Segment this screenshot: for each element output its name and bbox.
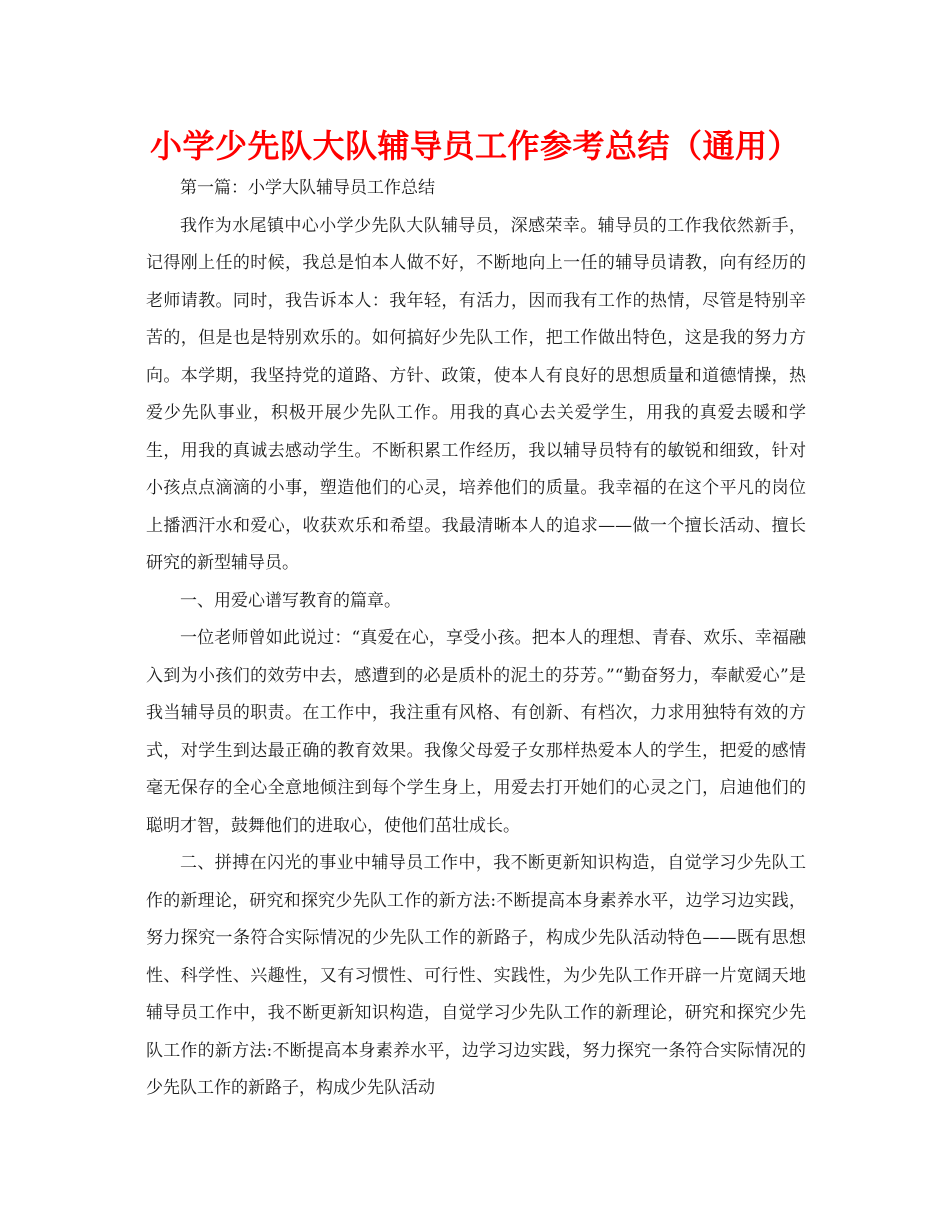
paragraph-love: 一位老师曾如此说过：“真爱在心，享受小孩。把本人的理想、青春、欢乐、幸福融入到为小孩们的效劳中去，感遭到的必是质朴的泥土的芬芳。”“勤奋努力，奉献爱心”是我当辅导员的职责。在工作中，我注重有风格、有创新、有档次，力求用独特有效的方式，对学生到达最正确的教育效果。我像父母爱子女那样热爱本人的学生，把爱的感情毫无保存的全心全意地倾注到每个学生身上，用爱去打开她们的心灵之门，启迪他们的聪明才智，鼓舞他们的进取心，使他们茁壮成长。 [146,628,806,836]
section-heading: 第一篇：小学大队辅导员工作总结 [180,178,435,198]
document-title: 小学少先队大队辅导员工作参考总结（通用） [149,127,800,165]
document-body [146,170,806,1108]
paragraph-intro: 我作为水尾镇中心小学少先队大队辅导员，深感荣幸。辅导员的工作我依然新手，记得刚上任的时候，我总是怕本人做不好，不断地向上一任的辅导员请教，向有经历的老师请教。同时，我告诉本人：我年轻，有活力，因而我有工作的热情，尽管是特别辛苦的，但是也是特别欢乐的。如何搞好少先队工作，把工作做出特色，这是我的努力方向。本学期，我坚持党的道路、方针、政策，使本人有良好的思想质量和道德情操，热爱少先队事业，积极开展少先队工作。用我的真心去关爱学生，用我的真爱去暖和学生，用我的真诚去感动学生。不断积累工作经历，我以辅导员特有的敏锐和细致，针对小孩点点滴滴的小事，塑造他们的心灵，培养他们的质量。我幸福的在这个平凡的岗位上播洒汗水和爱心，收获欢乐和希望。我最清晰本人的追求——做一个擅长活动、擅长研究的新型辅导员。 [146,215,806,573]
subheading-one: 一、用爱心谱写教育的篇章。 [180,590,401,611]
paragraph-two: 二、拼搏在闪光的事业中辅导员工作中，我不断更新知识构造，自觉学习少先队工作的新理论，研究和探究少先队工作的新方法:不断提高本身素养水平，边学习边实践，努力探究一条符合实际情况的少先队工作的新路子，构成少先队活动特色——既有思想性、科学性、兴趣性，又有习惯性、可行性、实践性，为少先队工作开辟一片宽阔天地辅导员工作中，我不断更新知识构造，自觉学习少先队工作的新理论，研究和探究少先队工作的新方法:不断提高本身素养水平，边学习边实践，努力探究一条符合实际情况的少先队工作的新路子，构成少先队活动 [146,853,806,1098]
